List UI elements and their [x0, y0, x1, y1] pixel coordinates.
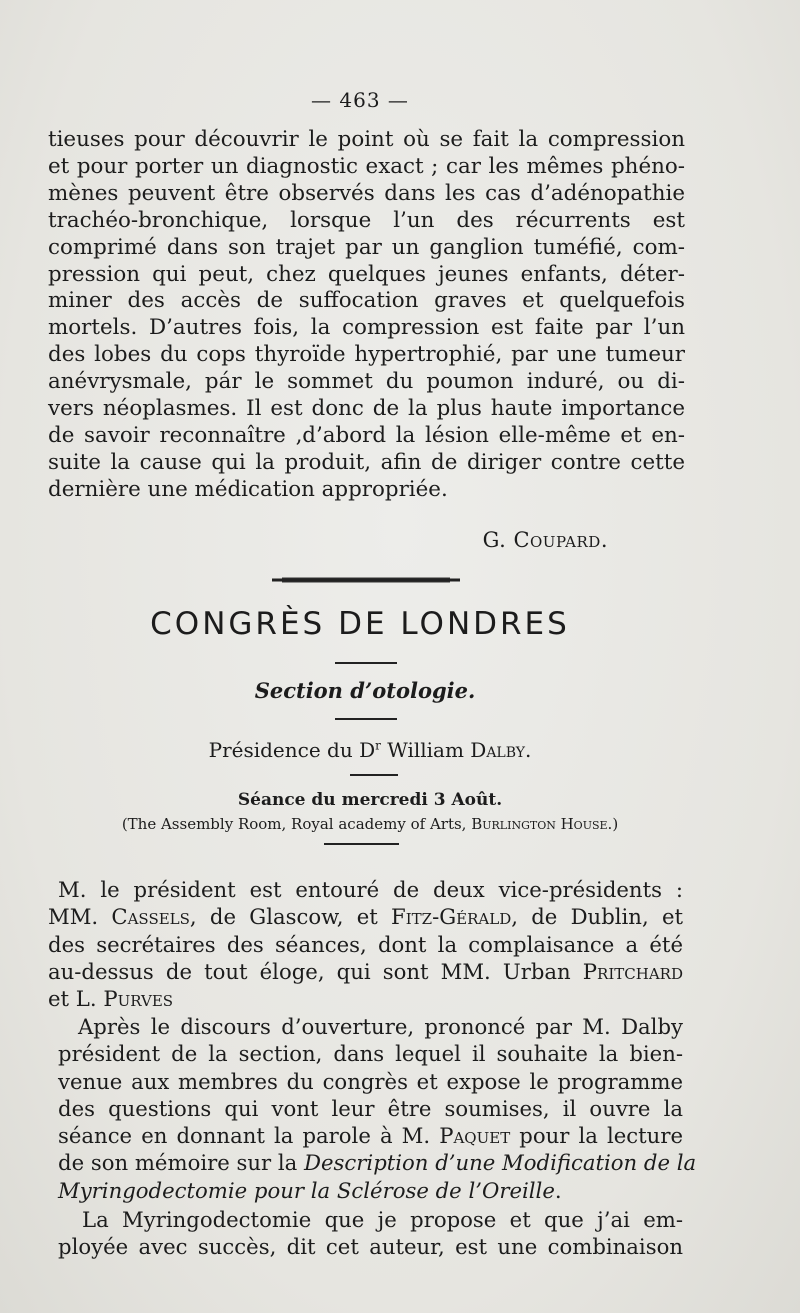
divider-rule	[350, 774, 398, 776]
text-line: comprimé dans son trajet par un ganglion tuméfié, com-	[48, 234, 685, 260]
paragraph-presidents: M. le président est entouré de deux vice-présidents : MM. Cassels, de Glascow, et Fitz-Gérald, de Dublin, et des secrétaires des séances, dont la complaisance a été au-dessus de tout éloge, qui sont MM. Urban Pritchard et L. Purves	[48, 877, 684, 1012]
presidence-line: Présidence du $D^r$ William Dalby.	[208, 738, 532, 762]
page-number: — 463 —	[311, 88, 409, 112]
text-line: miner des accès de suffocation graves et quelquefois	[48, 288, 685, 314]
text-line: des lobes du cops thyroïde hypertrophié, par une tumeur	[48, 342, 685, 368]
session-location: (The Assembly Room, Royal academy of Arts, Burlington House.)	[121, 815, 619, 833]
text-line: mortels. D’autres fois, la compression est faite par l’un	[48, 315, 685, 341]
text-line: et pour porter un diagnostic exact ; car les mêmes phéno-	[48, 153, 685, 179]
divider-rule	[335, 718, 397, 720]
session-date: Séance du mercredi 3 Août.	[237, 790, 503, 810]
text-line: trachéo-bronchique, lorsque l’un des récurrents est	[48, 207, 685, 233]
text-line: suite la cause qui la produit, afin de diriger contre cette	[48, 449, 685, 475]
text-line: vers néoplasmes. Il est donc de la plus haute importance	[48, 396, 685, 422]
text-line: tieuses pour découvrir le point où se fait la compression	[48, 127, 685, 152]
section-subheading: Section d’otologie.	[254, 678, 476, 703]
text-line: de savoir reconnaître ‚d’abord la lésion elle-même et en-	[48, 422, 685, 448]
paragraph-myringodectomie: La Myringodectomie que je propose et que j’ai em- ployée avec succès, dit cet auteur, est une combinaison	[58, 1207, 683, 1260]
author-signature: G. Coupard.	[482, 528, 608, 552]
ornamental-rule	[272, 576, 460, 584]
divider-rule	[335, 662, 397, 664]
text-line: dernière une médication appropriée.	[48, 476, 448, 502]
paragraph-compression	[48, 127, 685, 504]
section-heading: CONGRÈS DE LONDRES	[150, 606, 570, 642]
divider-rule	[324, 843, 399, 845]
text-line: pression qui peut, chez quelques jeunes enfants, déter-	[48, 261, 685, 287]
text-line: mènes peuvent être observés dans les cas d’adénopathie	[48, 180, 685, 206]
paragraph-opening: Après le discours d’ouverture, prononcé par M. Dalby président de la section, dans lequel il souhaite la bien- venue aux membres du congrès et expose le programme des questions qui vont leur être soumises, il ouvre la séance en donnant la parole à M. Paquet pour la lecture de son mémoire sur la Description d’une Modification de la Myringodectomie pour la Sclérose de l’Oreille.	[58, 1014, 697, 1203]
text-line: anévrysmale, pár le sommet du poumon induré, ou di-	[48, 369, 685, 395]
